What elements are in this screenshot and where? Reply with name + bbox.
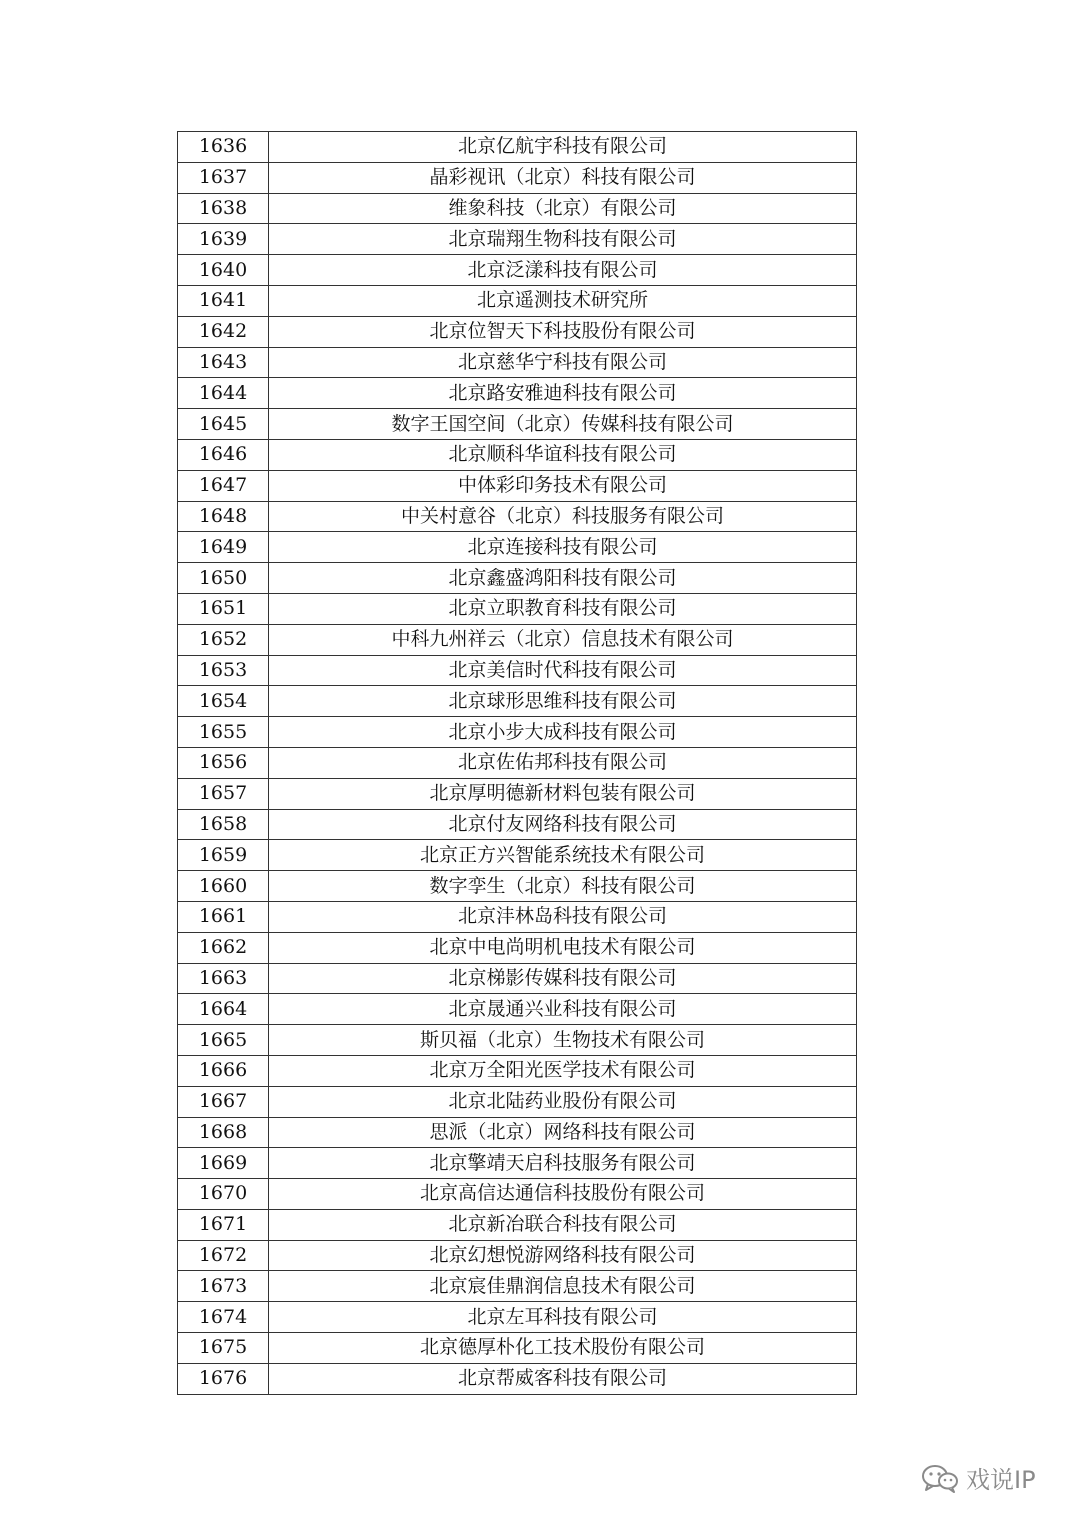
row-number: 1673 xyxy=(178,1271,269,1302)
company-name: 北京亿航宇科技有限公司 xyxy=(269,132,857,163)
company-name: 北京鑫盛鸿阳科技有限公司 xyxy=(269,563,857,594)
table-row xyxy=(178,747,857,778)
company-name: 北京瑞翔生物科技有限公司 xyxy=(269,224,857,255)
table-row xyxy=(178,501,857,532)
company-name: 北京小步大成科技有限公司 xyxy=(269,717,857,748)
company-name: 中关村意谷（北京）科技服务有限公司 xyxy=(269,501,857,532)
company-name: 北京高信达通信科技股份有限公司 xyxy=(269,1179,857,1210)
row-number: 1647 xyxy=(178,470,269,501)
table-row xyxy=(178,963,857,994)
row-number: 1658 xyxy=(178,809,269,840)
company-name: 北京球形思维科技有限公司 xyxy=(269,686,857,717)
wechat-icon xyxy=(920,1463,960,1493)
company-name: 北京新冶联合科技有限公司 xyxy=(269,1209,857,1240)
table-row xyxy=(178,1025,857,1056)
row-number: 1645 xyxy=(178,409,269,440)
table-row xyxy=(178,285,857,316)
company-name: 北京帮威客科技有限公司 xyxy=(269,1363,857,1394)
company-name: 北京左耳科技有限公司 xyxy=(269,1302,857,1333)
company-name: 数字孪生（北京）科技有限公司 xyxy=(269,871,857,902)
table-row xyxy=(178,871,857,902)
row-number: 1664 xyxy=(178,994,269,1025)
table-row xyxy=(178,1333,857,1364)
row-number: 1668 xyxy=(178,1117,269,1148)
company-name: 北京佐佑邦科技有限公司 xyxy=(269,747,857,778)
table-row xyxy=(178,840,857,871)
row-number: 1657 xyxy=(178,778,269,809)
watermark xyxy=(920,1460,1036,1495)
row-number: 1671 xyxy=(178,1209,269,1240)
row-number: 1676 xyxy=(178,1363,269,1394)
company-name: 晶彩视讯（北京）科技有限公司 xyxy=(269,162,857,193)
table-row xyxy=(178,255,857,286)
watermark-text: 戏说IP xyxy=(966,1466,1036,1494)
table-row xyxy=(178,809,857,840)
company-name: 维象科技（北京）有限公司 xyxy=(269,193,857,224)
row-number: 1643 xyxy=(178,347,269,378)
table-row xyxy=(178,1117,857,1148)
table-row xyxy=(178,409,857,440)
table-row xyxy=(178,1302,857,1333)
company-name: 北京北陆药业股份有限公司 xyxy=(269,1086,857,1117)
table-row xyxy=(178,162,857,193)
row-number: 1663 xyxy=(178,963,269,994)
company-name: 中体彩印务技术有限公司 xyxy=(269,470,857,501)
row-number: 1675 xyxy=(178,1333,269,1364)
row-number: 1666 xyxy=(178,1055,269,1086)
table-row xyxy=(178,901,857,932)
row-number: 1669 xyxy=(178,1148,269,1179)
table-row xyxy=(178,347,857,378)
company-name: 北京宸佳鼎润信息技术有限公司 xyxy=(269,1271,857,1302)
company-name: 北京晟通兴业科技有限公司 xyxy=(269,994,857,1025)
company-name: 北京梯影传媒科技有限公司 xyxy=(269,963,857,994)
company-name: 北京付友网络科技有限公司 xyxy=(269,809,857,840)
company-name: 北京幻想悦游网络科技有限公司 xyxy=(269,1240,857,1271)
row-number: 1672 xyxy=(178,1240,269,1271)
row-number: 1648 xyxy=(178,501,269,532)
table-row xyxy=(178,593,857,624)
table-row xyxy=(178,686,857,717)
company-name: 北京美信时代科技有限公司 xyxy=(269,655,857,686)
table-row xyxy=(178,932,857,963)
company-name: 北京厚明德新材料包装有限公司 xyxy=(269,778,857,809)
row-number: 1652 xyxy=(178,624,269,655)
row-number: 1660 xyxy=(178,871,269,902)
company-name: 北京立职教育科技有限公司 xyxy=(269,593,857,624)
table-row xyxy=(178,717,857,748)
company-name: 北京遥测技术研究所 xyxy=(269,285,857,316)
table-row xyxy=(178,1271,857,1302)
table-row xyxy=(178,1148,857,1179)
row-number: 1649 xyxy=(178,532,269,563)
company-name: 斯贝福（北京）生物技术有限公司 xyxy=(269,1025,857,1056)
row-number: 1655 xyxy=(178,717,269,748)
table-row xyxy=(178,132,857,163)
row-number: 1639 xyxy=(178,224,269,255)
table-row xyxy=(178,439,857,470)
company-name: 北京慈华宁科技有限公司 xyxy=(269,347,857,378)
table-row xyxy=(178,378,857,409)
table-row xyxy=(178,1240,857,1271)
table-row xyxy=(178,655,857,686)
row-number: 1654 xyxy=(178,686,269,717)
company-list-table xyxy=(177,131,857,1395)
company-name: 思派（北京）网络科技有限公司 xyxy=(269,1117,857,1148)
row-number: 1665 xyxy=(178,1025,269,1056)
table-body xyxy=(178,132,857,1395)
table-row xyxy=(178,316,857,347)
table-row xyxy=(178,563,857,594)
company-name: 北京沣林岛科技有限公司 xyxy=(269,901,857,932)
table-row xyxy=(178,778,857,809)
row-number: 1641 xyxy=(178,285,269,316)
row-number: 1644 xyxy=(178,378,269,409)
table-row xyxy=(178,1086,857,1117)
company-name: 北京顺科华谊科技有限公司 xyxy=(269,439,857,470)
row-number: 1642 xyxy=(178,316,269,347)
table-row xyxy=(178,532,857,563)
table-row xyxy=(178,1209,857,1240)
row-number: 1662 xyxy=(178,932,269,963)
table-row xyxy=(178,624,857,655)
company-name: 北京泛漾科技有限公司 xyxy=(269,255,857,286)
row-number: 1650 xyxy=(178,563,269,594)
row-number: 1661 xyxy=(178,901,269,932)
row-number: 1637 xyxy=(178,162,269,193)
row-number: 1670 xyxy=(178,1179,269,1210)
row-number: 1667 xyxy=(178,1086,269,1117)
table-row xyxy=(178,193,857,224)
row-number: 1674 xyxy=(178,1302,269,1333)
table-row xyxy=(178,1055,857,1086)
table-row xyxy=(178,1363,857,1394)
company-name: 北京万全阳光医学技术有限公司 xyxy=(269,1055,857,1086)
table-row xyxy=(178,994,857,1025)
row-number: 1659 xyxy=(178,840,269,871)
row-number: 1656 xyxy=(178,747,269,778)
company-name: 北京正方兴智能系统技术有限公司 xyxy=(269,840,857,871)
table-row xyxy=(178,1179,857,1210)
company-name: 北京擎靖天启科技服务有限公司 xyxy=(269,1148,857,1179)
company-name: 北京位智天下科技股份有限公司 xyxy=(269,316,857,347)
table-row xyxy=(178,470,857,501)
company-name: 北京连接科技有限公司 xyxy=(269,532,857,563)
table-row xyxy=(178,224,857,255)
row-number: 1636 xyxy=(178,132,269,163)
row-number: 1651 xyxy=(178,593,269,624)
row-number: 1646 xyxy=(178,439,269,470)
company-name: 中科九州祥云（北京）信息技术有限公司 xyxy=(269,624,857,655)
company-name: 北京德厚朴化工技术股份有限公司 xyxy=(269,1333,857,1364)
row-number: 1653 xyxy=(178,655,269,686)
company-name: 北京中电尚明机电技术有限公司 xyxy=(269,932,857,963)
company-name: 数字王国空间（北京）传媒科技有限公司 xyxy=(269,409,857,440)
company-name: 北京路安雅迪科技有限公司 xyxy=(269,378,857,409)
row-number: 1640 xyxy=(178,255,269,286)
row-number: 1638 xyxy=(178,193,269,224)
